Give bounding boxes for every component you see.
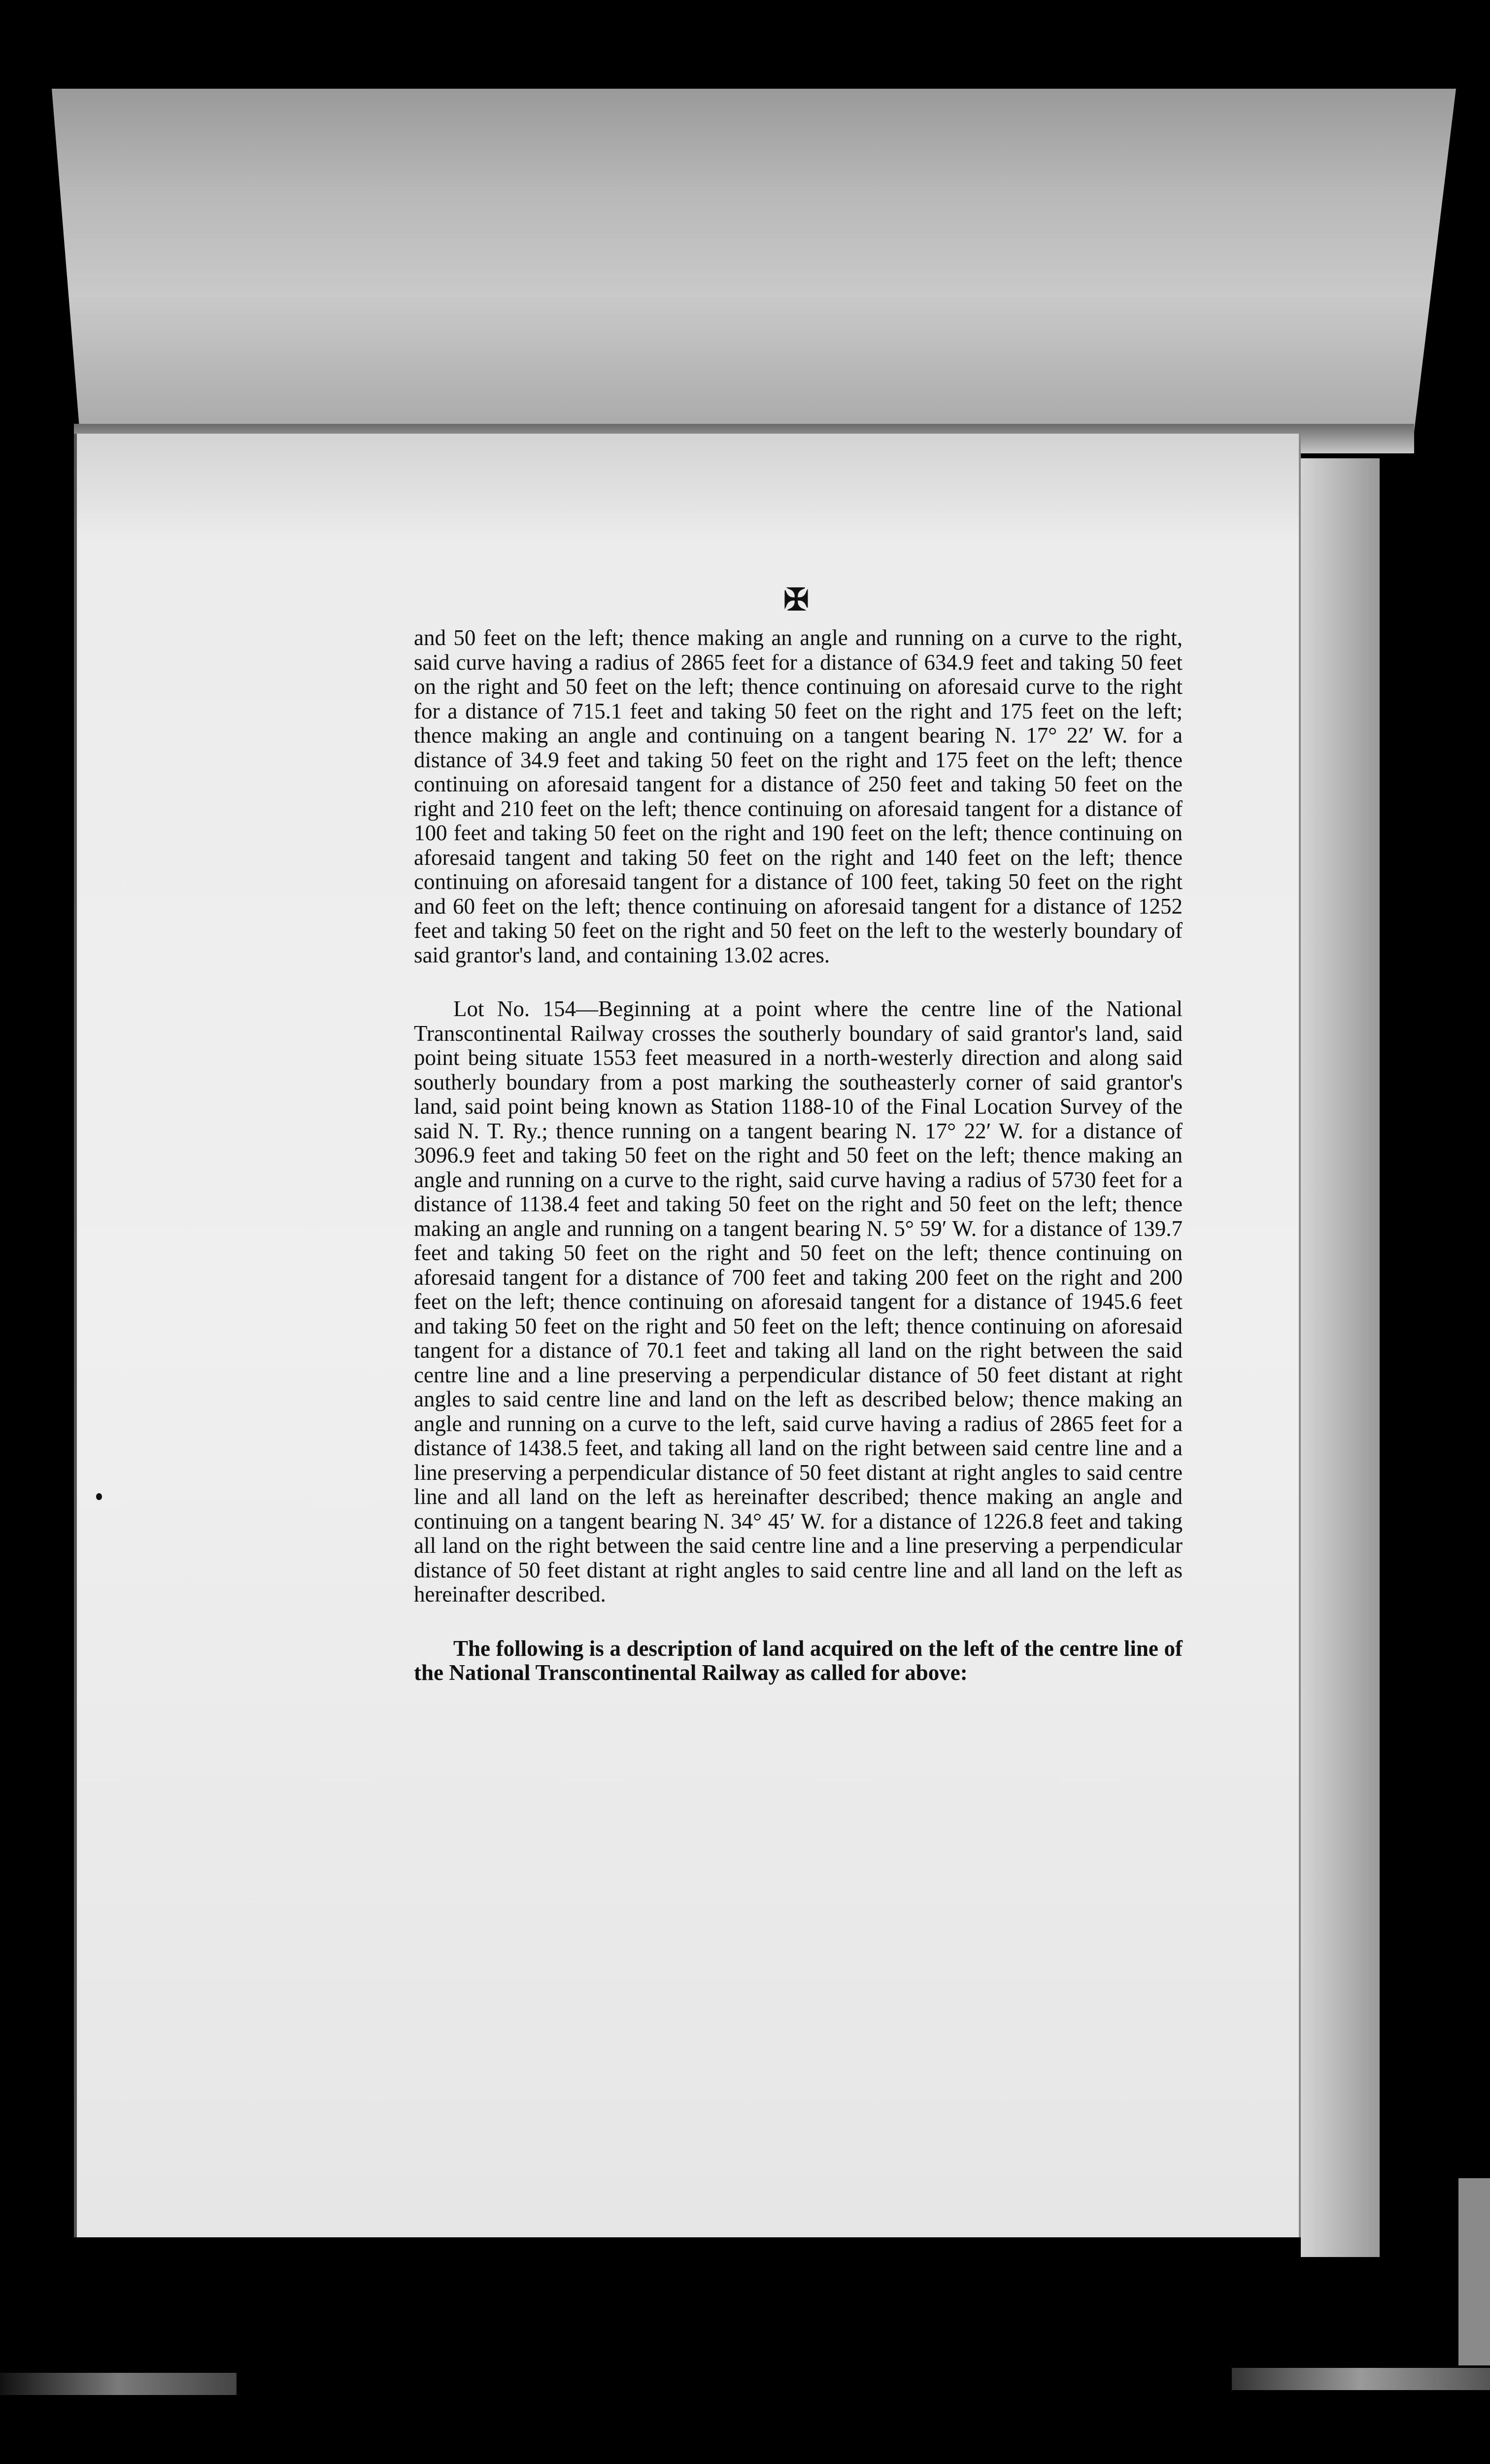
- paragraph-description-intro: The following is a description of land acquired on the left of the centre line of the National Transcontinental Railway as called for above:: [414, 1636, 1183, 1685]
- page-edge: [1301, 458, 1380, 2257]
- document-body: [414, 626, 1183, 1715]
- folded-page-flap: [52, 89, 1456, 434]
- page-ornament: ✠: [783, 582, 807, 617]
- scan-edge-left: [0, 2373, 237, 2395]
- scan-edge-corner: [1458, 2178, 1490, 2365]
- scan-edge-right: [1232, 2368, 1490, 2390]
- margin-dot: [96, 1493, 102, 1500]
- paragraph-lot-154: Lot No. 154—Beginning at a point where the centre line of the National Transcontinental Railway crosses the southerly boundary of said grantor's land, said point being situate 1553 feet measured in a north-westerly direction and along said southerly boundary from a post marking the southeasterly corner of said grantor's land, said point being known as Station 1188-10 of the Final Location Survey of the said N. T. Ry.; thence running on a tangent bearing N. 17° 22′ W. for a distance of 3096.9 feet and taking 50 feet on the right and 50 feet on the left; thence making an angle and running on a curve to the right, said curve having a radius of 5730 feet for a distance of 1138.4 feet and taking 50 feet on the right and 50 feet on the left; thence making an angle and running on a tangent bearing N. 5° 59′ W. for a distance of 139.7 feet and taking 50 feet on the right and 50 feet on the left; thence continuing on aforesaid tangent for a distance of 700 feet and taking 200 feet on the right and 200 feet on the left; thence continuing on aforesaid tangent for a distance of 1945.6 feet and taking 50 feet on the right and 50 feet on the left; thence continuing on aforesaid tangent for a distance of 70.1 feet and taking all land on the right between the said centre line and a line preserving a perpendicular distance of 50 feet distant at right angles to said centre line and land on the left as described below; thence making an angle and running on a curve to the left, said curve having a radius of 2865 feet for a distance of 1438.5 feet, and taking all land on the right between said centre line and a line preserving a perpendicular distance of 50 feet distant at right angles to said centre line and all land on the left as hereinafter described; thence making an angle and continuing on a tangent bearing N. 34° 45′ W. for a distance of 1226.8 feet and taking all land on the right between the said centre line and a line preserving a perpendicular distance of 50 feet distant at right angles to said centre line and all land on the left as hereinafter described.: [414, 996, 1183, 1607]
- paragraph-continuation: and 50 feet on the left; thence making an angle and running on a curve to the right, said curve having a radius of 2865 feet for a distance of 634.9 feet and taking 50 feet on the right and 50 feet on the left; thence continuing on aforesaid curve to the right for a distance of 715.1 feet and taking 50 feet on the right and 175 feet on the left; thence making an angle and continuing on a tangent bearing N. 17° 22′ W. for a distance of 34.9 feet and taking 50 feet on the right and 175 feet on the left; thence continuing on aforesaid tangent for a distance of 250 feet and taking 50 feet on the right and 210 feet on the left; thence continuing on aforesaid tangent for a distance of 100 feet and taking 50 feet on the right and 190 feet on the left; thence continuing on aforesaid tangent and taking 50 feet on the right and 140 feet on the left; thence continuing on aforesaid tangent for a distance of 100 feet, taking 50 feet on the right and 60 feet on the left; thence continuing on aforesaid tangent for a distance of 1252 feet and taking 50 feet on the right and 50 feet on the left to the westerly boundary of said grantor's land, and containing 13.02 acres.: [414, 625, 1183, 967]
